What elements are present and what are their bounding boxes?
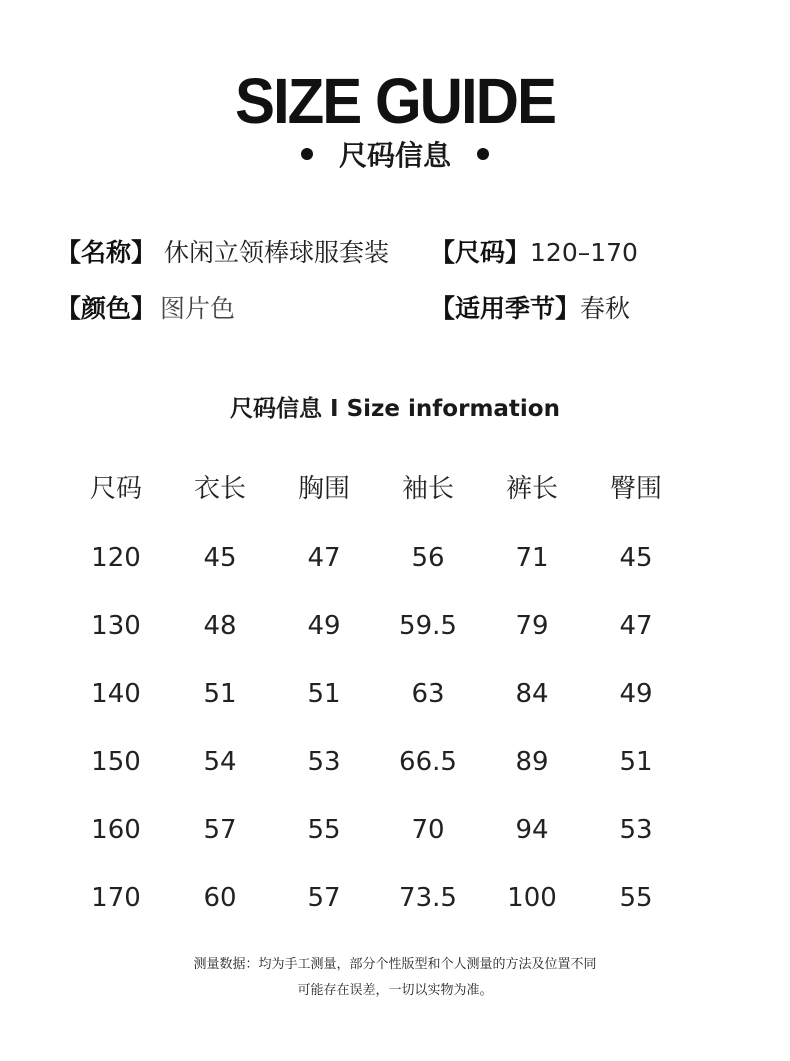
- info-season-label: 【适用季节】: [430, 294, 581, 323]
- table-cell: 66.5: [399, 747, 457, 777]
- table-row: [64, 660, 688, 728]
- table-cell: 51: [307, 679, 341, 709]
- table-row: [64, 592, 688, 660]
- table-row: [64, 524, 688, 592]
- table-cell: 71: [515, 543, 549, 573]
- table-row: [64, 796, 688, 864]
- info-color-value: 图片色: [160, 294, 236, 323]
- subtitle-row: [0, 134, 790, 174]
- table-cell: 53: [619, 815, 653, 845]
- table-cell: 79: [515, 611, 549, 641]
- size-table-title: 尺码信息 I Size information: [230, 396, 560, 422]
- column-header-sleeve: 袖长: [401, 473, 454, 504]
- table-cell: 49: [307, 611, 341, 641]
- table-cell: 47: [619, 611, 653, 641]
- info-name-value: 休闲立领棒球服套装: [164, 238, 390, 267]
- table-cell: 120: [91, 543, 141, 573]
- table-cell: 63: [411, 679, 445, 709]
- info-color: [56, 292, 235, 326]
- table-cell: 45: [619, 543, 653, 573]
- table-cell: 53: [307, 747, 341, 777]
- table-cell: 49: [619, 679, 653, 709]
- table-cell: 54: [203, 747, 237, 777]
- column-header-length: 衣长: [193, 473, 246, 504]
- info-name-label: 【名称】: [56, 238, 157, 267]
- info-name: [56, 236, 389, 270]
- table-cell: 100: [507, 883, 557, 913]
- bullet-dot-right: [477, 148, 489, 160]
- info-size: [430, 236, 638, 270]
- measurement-note-line-2: 可能存在误差，一切以实物为准。: [297, 983, 493, 998]
- table-cell: 47: [307, 543, 341, 573]
- table-cell: 160: [91, 815, 141, 845]
- table-cell: 51: [203, 679, 237, 709]
- column-header-chest: 胸围: [297, 473, 350, 504]
- table-cell: 70: [411, 815, 445, 845]
- table-cell: 130: [91, 611, 141, 641]
- table-cell: 89: [515, 747, 549, 777]
- table-cell: 57: [203, 815, 237, 845]
- subtitle: 尺码信息: [338, 139, 451, 172]
- table-cell: 150: [91, 747, 141, 777]
- info-size-label: 【尺码】: [430, 238, 531, 267]
- table-header-row: [64, 458, 688, 514]
- table-cell: 59.5: [399, 611, 457, 641]
- table-cell: 55: [619, 883, 653, 913]
- column-header-hip: 臀围: [609, 473, 662, 504]
- table-cell: 170: [91, 883, 141, 913]
- measurement-note: [0, 952, 790, 1004]
- table-cell: 73.5: [399, 883, 457, 913]
- table-cell: 140: [91, 679, 141, 709]
- table-cell: 45: [203, 543, 237, 573]
- table-cell: 55: [307, 815, 341, 845]
- table-row: [64, 864, 688, 932]
- info-size-value: 120–170: [530, 238, 638, 267]
- table-cell: 57: [307, 883, 341, 913]
- info-season-value: 春秋: [580, 294, 631, 323]
- column-header-size: 尺码: [89, 473, 142, 504]
- size-guide-title: SIZE GUIDE: [234, 65, 556, 137]
- info-season: [430, 292, 630, 326]
- bullet-dot-left: [301, 148, 313, 160]
- info-color-label: 【颜色】: [56, 294, 157, 323]
- table-cell: 94: [515, 815, 549, 845]
- table-cell: 48: [203, 611, 237, 641]
- table-row: [64, 728, 688, 796]
- measurement-note-line-1: 测量数据：均为手工测量，部分个性版型和个人测量的方法及位置不同: [193, 957, 597, 972]
- table-cell: 51: [619, 747, 653, 777]
- column-header-pants-length: 裤长: [505, 473, 558, 504]
- size-table: [64, 458, 688, 932]
- table-cell: 60: [203, 883, 237, 913]
- table-cell: 56: [411, 543, 445, 573]
- table-cell: 84: [515, 679, 549, 709]
